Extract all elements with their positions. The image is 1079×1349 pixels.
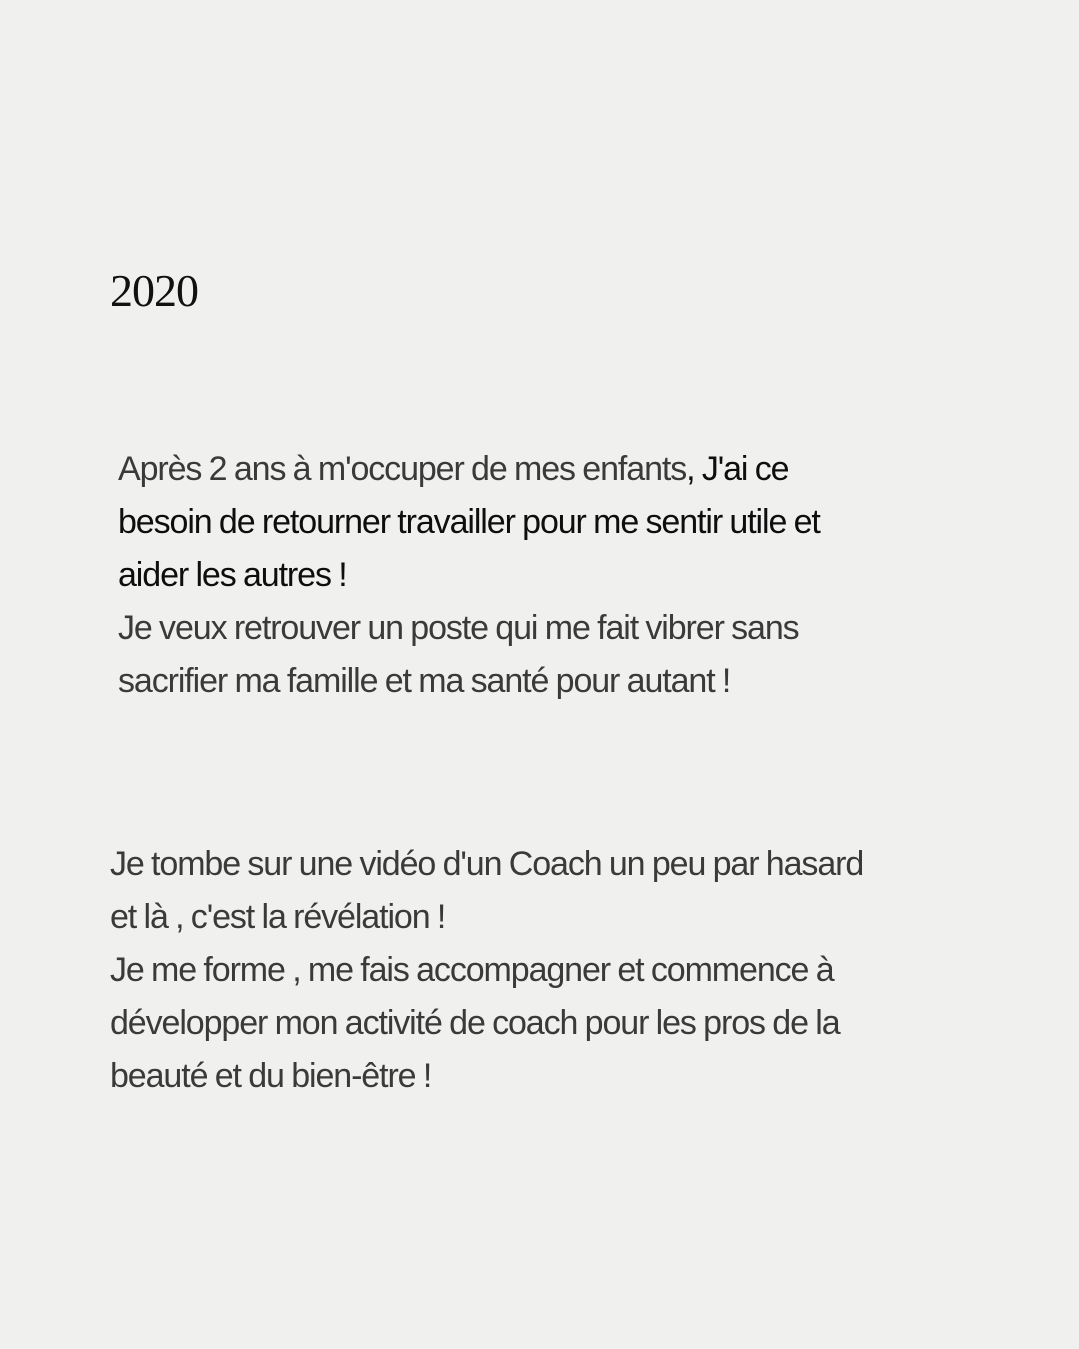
paragraph-1-line-5: sacrifier ma famille et ma santé pour autant ! [118,662,731,700]
paragraph-2-line-2: et là , c'est la révélation ! [110,898,446,936]
paragraph-return-to-work [118,443,820,708]
paragraph-2-line-3: Je me forme , me fais accompagner et commence à [110,951,834,989]
paragraph-2-line-4: développer mon activité de coach pour les pros de la [110,1004,840,1042]
paragraph-1-line-2: besoin de retourner travailler pour me sentir utile et [118,503,820,541]
year-heading: 2020 [110,265,198,316]
paragraph-2-line-5: beauté et du bien-être ! [110,1057,432,1095]
paragraph-1-line-1-light: Après 2 ans à m'occuper de mes enfants [118,450,687,488]
paragraph-1-line-3: aider les autres ! [118,556,347,594]
paragraph-1-line-1-dark: , J'ai ce [686,450,789,488]
paragraph-1-line-4: Je veux retrouver un poste qui me fait vibrer sans [118,609,799,647]
paragraph-2-line-1: Je tombe sur une vidéo d'un Coach un peu par hasard [110,845,864,883]
paragraph-coaching-revelation [110,838,863,1103]
paragraph-1-line-1 [118,443,820,496]
